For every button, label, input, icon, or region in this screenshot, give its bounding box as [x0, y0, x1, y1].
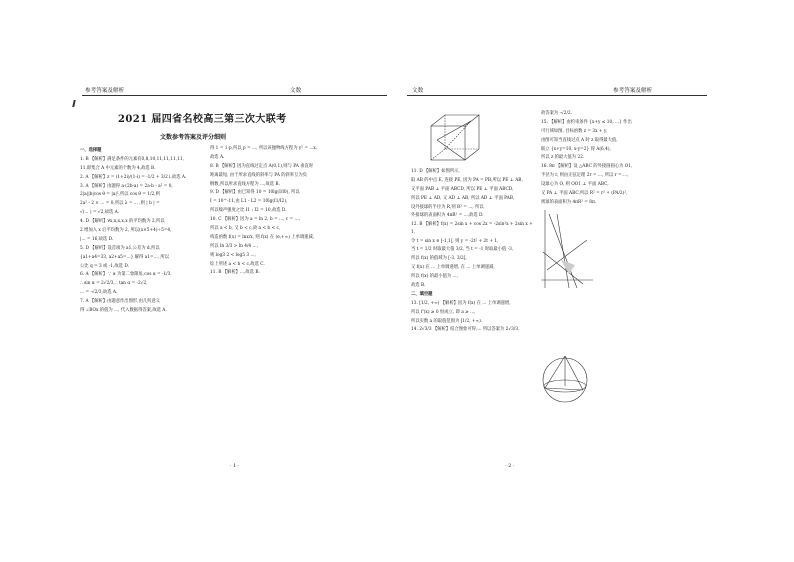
right-column-1 — [411, 168, 535, 335]
answer-line: 2a² - 2 × ... = 0,所以 λ = ... ,则 | b | = — [80, 201, 160, 207]
answer-line: 所以 ln 3/3 > ln 4/4 ..., — [210, 243, 258, 249]
answer-line: 则 log3 2 < log5 3 ..., — [210, 252, 256, 258]
answer-line: 5. D 【解析】设首项为 a1,公差为 d,所以 — [80, 245, 160, 251]
answer-line: 8. B 【解析】因为直线过定点 A(0,1),则与 PA 垂直时 — [210, 163, 314, 169]
answer-line: 所以 PE ⊥ AD, 又 AD ⊥ AB, 所以 AD ⊥ 平面 PAB, — [411, 195, 515, 201]
answer-line: 又平面 PAB ⊥ 平面 ABCD, 所以 PE ⊥ 平面 ABCD, — [411, 186, 514, 192]
answer-line: 可行域如图, 目标函数 z = 3x + y, — [541, 128, 608, 134]
answer-line: 故选 B. — [411, 282, 426, 288]
answer-line: 2 增加入 x 后平均数为 2, 所以(x×5+4)÷5=4, — [80, 228, 172, 234]
feasible-region-graph — [539, 208, 595, 292]
answer-line: 得 1 = 1·p,所以 p = ..., 所以该抛物线方程为 y² = ...x, — [210, 146, 318, 151]
answer-line: 2|a||b|cos θ = |a|²,所以 cos θ = 1/2,则 — [80, 192, 160, 198]
answer-line: 所以 a < b, 又 b < c,故 a < b < c, — [210, 226, 281, 232]
answer-line: 又 f(x) 在 ... 上单调递增, 在 ... 上单调递减, — [411, 265, 495, 271]
answer-line: 2. A 【解析】z = (1+2i)/(1-i) = -1/2 + 3/2 i,故选 A. — [80, 174, 187, 180]
page-subtitle: 文数参考答案及评分细则 — [160, 134, 227, 141]
answer-line: |... = 16,故选 D. — [80, 236, 114, 242]
header-right-label: 参考答案及解析 — [613, 88, 653, 94]
answer-line: 二、填空题 — [411, 291, 433, 297]
header-left-label: 文数 — [412, 88, 424, 94]
answer-line: ... = -√2/3,故选 A. — [80, 290, 118, 296]
header-rule — [407, 95, 707, 96]
answer-line: 4. D 【解析】∀x,x,x,x,x 的平均数为 2,所以 — [80, 219, 165, 225]
answer-line: 得 ∠BOx 的值为 ..., 代入数据得答案,故选 A. — [80, 308, 167, 314]
answer-line: 设球心为 O, 则 OO1 ⊥ 平面 ABC, — [541, 182, 609, 188]
answer-line: 综上所述 a < b < c,故选 C. — [210, 261, 265, 267]
answer-line: 6. A 【解析】∵ α 为第二象限角,cos α = -1/3, — [80, 272, 172, 278]
answer-line: 又 PA ⊥ 平面 ABC,所以 R² = r² + (PA/2)², — [541, 191, 628, 197]
answer-line: 则球的表面积为 4πR² = 8π. — [541, 199, 597, 205]
answer-line: 故选 A. — [210, 154, 225, 160]
answer-line: 倒数,所以所求直线方程为 ...,故选 B. — [210, 181, 280, 187]
answer-line: 所以实数 a 的取值范围为 [1/2, +∞). — [411, 318, 483, 324]
answer-line: 11. D 【解析】如图所示, — [411, 169, 460, 174]
answer-line: 联立 {x+y=10, x-y=2} 得 A(6,4), — [541, 146, 611, 152]
answer-line: 外接球的表面积为 4πR² = ...,故选 D. — [411, 213, 484, 219]
right-page — [397, 0, 794, 562]
page-title: 2021 届四省名校高三第三次大联考 — [118, 114, 287, 125]
cube-figure — [425, 112, 483, 164]
answer-line: ∴ sin α = 2√2/3,∴ tan α = -2√2, — [80, 281, 148, 287]
answer-line: √(... ) = √2,故选 A. — [80, 210, 120, 216]
answer-line: 1. B 【解析】满足条件的元素有0,8,10,11,11,11,11, — [80, 156, 184, 162]
answer-line: 所以 f(x) 的最小值为 ..., — [411, 274, 459, 280]
answer-line: 所以 z 的最大值为 22. — [541, 155, 585, 161]
answer-line: 15. 【解析】由约束条件 {x+y ≤ 10, ...} 作出 — [541, 119, 632, 125]
page-number: · 2 · — [505, 463, 515, 469]
sphere-figure — [539, 350, 591, 408]
answer-line: 由图可知当直线过点 A 时 z 取得最大值, — [541, 137, 618, 143]
answer-line: 11,即集合 A 中元素的个数为 4,故选 B. — [80, 165, 156, 171]
page-number: · 1 · — [230, 463, 240, 469]
answer-line: 所以 f'(x) ≥ 0 恒成立, 即 a ≥ ..., — [411, 309, 476, 315]
answer-line: 故答案为 -√2/2. — [541, 111, 573, 116]
answer-line: 所以 f(x) 的值域为 [-3, 3/2], — [411, 256, 467, 262]
answer-line: 12. B 【解析】f(x) = 2sin x + cos 2x = -2sin²x + 2sin x + 1, — [411, 222, 533, 235]
header-left-label: 参考答案及解析 — [85, 88, 125, 94]
answer-line: 所以噪声强度之比 I1 : I2 = 10,故选 D. — [210, 208, 287, 214]
answer-line: 13. [1/2, +∞) 【解析】因为 f(x) 在 ... 上单调递增, — [411, 300, 511, 306]
answer-line: 距离最短, 由于所求直线的斜率与 PA 的斜率互为负 — [210, 172, 307, 178]
answer-line: 9. D 【解析】由已知得 10 = 10lg(I/I0), 所以 — [210, 190, 300, 196]
answer-line: 当 t = 1/2 时取最大值 3/2, 当 t = -1 时取最小值 -3, — [411, 247, 514, 253]
left-column-2 — [210, 145, 338, 278]
answer-line: 设外接球的半径为 R,则 R² = ..., 所以 — [411, 204, 484, 210]
left-column-1 — [80, 147, 202, 316]
answer-line: 取 AB 的中点 E, 连接 PE, 因为 PA = PB,所以 PE ⊥ AB, — [411, 177, 523, 183]
answer-line: 11. B 【解析】...,故选 B. — [210, 270, 260, 276]
corner-mark — [72, 100, 75, 107]
answer-line: 令 t = sin x ∈ [-1,1], 则 y = -2t² + 2t + 1, — [411, 238, 499, 244]
answer-line: 7. A 【解析】由题意作出图形,由几何意义 — [80, 299, 161, 305]
answer-line: 16. 8π 【解析】设 △ABC 的外接圆圆心为 O1, — [541, 164, 633, 170]
header-rule — [82, 95, 387, 96]
header-right-label: 文数 — [290, 88, 302, 94]
answer-line: I = 10^-11,由 L1 - L2 = 10lg(I1/I2), — [210, 199, 288, 205]
answer-line: 半径为 r, 则由正弦定理 2r = ..., 所以 r = ..., — [541, 173, 629, 179]
answer-line: 公比 q = 3 或 -1,故选 D. — [80, 263, 129, 269]
answer-line: 构造函数 f(x) = lnx/x, 则 f(x) 在 (e,+∞) 上单调递减, — [210, 234, 315, 240]
answer-line: {a1+a4=33, a2+a5=...} 解得 a1=..., 所以 — [80, 254, 169, 260]
answer-line: 10. C 【解析】因为 a = ln 2, b = ..., c = ..., — [210, 217, 300, 223]
answer-line: 一、选择题 — [80, 148, 102, 153]
right-column-2 — [541, 110, 683, 208]
answer-line: 3. A 【解析】由题得 a·(2b-a) = 2a·b - a² = 0, — [80, 183, 173, 189]
answer-line: 14. 2√3/3 【解析】结合图象可得,... 所以答案为 2√3/3. — [411, 327, 520, 333]
